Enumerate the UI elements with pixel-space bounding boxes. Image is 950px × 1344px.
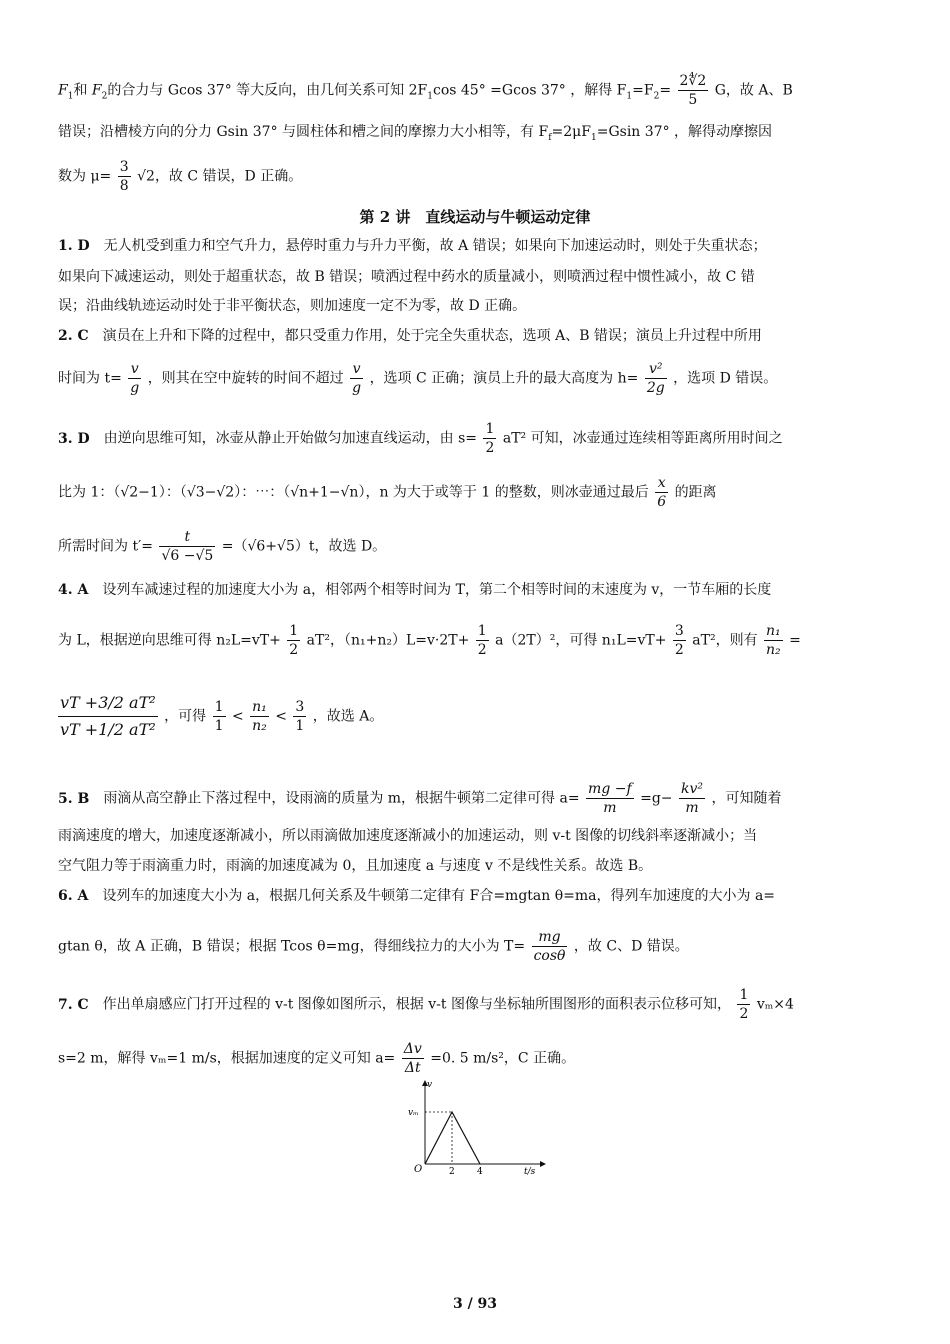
origin-label: O xyxy=(414,1164,423,1175)
fraction: $\frac{2∜2}{5}$ xyxy=(679,73,707,108)
answer-1-line-1: 1. D 无人机受到重力和空气升力，悬停时重力与升力平衡，故 A 错误；如果向下加速运动时，则处于失重状态； xyxy=(58,238,767,254)
x-label: t/s xyxy=(524,1167,536,1177)
answer-1-line-3: 误；沿曲线轨迹运动时处于非平衡状态，则加速度一定不为零，故 D 正确。 xyxy=(58,298,527,314)
answer-3-line-3: 所需时间为 t′= $\frac{t}{√6 -√5}$ =（√6+√5）t，故选 D。 xyxy=(58,529,387,564)
answer-4-line-2: 为 L，根据逆向思维可得 n₂L=vT+ $\frac{1}{2}$ aT²，（n₁+n₂）L=v·2T+ $\frac{1}{2}$ a（2T）²，可得 n₁L=vT+ $\frac{3}{2}$ aT²，则有 $\frac{\text{n₁}}{\text{n₂}}$ = xyxy=(58,623,801,658)
velocity-line xyxy=(425,1112,480,1164)
answer-2-line-1: 2. C 演员在上升和下降的过程中，都只受重力作用，处于完全失重状态，选项 A、B 错误；演员上升过程中所用 xyxy=(58,328,762,344)
x-tick-2: 2 xyxy=(449,1167,455,1177)
fraction: $\frac{3}{8}$ xyxy=(119,159,129,194)
answer-4-line-1: 4. A 设列车减速过程的加速度大小为 a，相邻两个相等时间为 T，第二个相等时间的末速度为 v，一节车厢的长度 xyxy=(58,582,772,598)
section-title: 第 2 讲 直线运动与牛顿运动定律 xyxy=(359,208,591,226)
intro-line-3: 数为 μ= $\frac{3}{8}$ √2，故 C 错误，D 正确。 xyxy=(58,159,303,194)
x-tick-4: 4 xyxy=(477,1167,483,1177)
answer-7-line-1: 7. C 作出单扇感应门打开过程的 v-t 图像如图所示，根据 v-t 图像与坐标轴所围图形的面积表示位移可知， $\frac{1}{2}$ vₘ×4 xyxy=(58,987,794,1022)
y-label: v xyxy=(427,1080,433,1090)
answer-3-line-1: 3. D 由逆向思维可知，冰壶从静止开始做匀加速直线运动，由 s= $\frac{1}{2}$ aT² 可知，冰壶通过连续相等距离所用时间之 xyxy=(58,421,783,456)
answer-6-line-1: 6. A 设列车的加速度大小为 a，根据几何关系及牛顿第二定律有 F合=mgtan θ=ma，得列车加速度的大小为 a= xyxy=(58,888,776,904)
vm-label: vₘ xyxy=(408,1108,419,1118)
answer-4-line-3: $\frac{\text{vT +3/2 aT²}}{\text{vT +1/2 aT²}}$ ，可得 $\frac{1}{1}$ < $\frac{\text{n₁}}{\text{n₂}}$ < $\frac{3}{1}$ ，故选 A。 xyxy=(58,690,892,743)
x-axis-arrow xyxy=(540,1161,546,1167)
answer-5-line-2: 雨滴速度的增大，加速度逐渐减小，所以雨滴做加速度逐渐减小的加速运动，则 v-t 图像的切线斜率逐渐减小；当 xyxy=(58,828,758,844)
answer-7-line-2: s=2 m，解得 vₘ=1 m/s，根据加速度的定义可知 a= $\frac{\Delta v}{\Delta t}$ =0. 5 m/s²，C 正确。 xyxy=(58,1041,576,1076)
page-number: 3 / 93 xyxy=(452,1296,498,1312)
answer-1-line-2: 如果向下减速运动，则处于超重状态，故 B 错误；喷洒过程中药水的质量减小，则喷洒过程中惯性减小，故 C 错 xyxy=(58,269,755,285)
intro-line-2: 错误；沿槽棱方向的分力 Gsin 37° 与圆柱体和槽之间的摩擦力大小相等，有 $F_f=2\mu F_1=Gsin$ 37° ，解得动摩擦因 xyxy=(58,124,773,143)
vt-graph xyxy=(400,1078,550,1178)
answer-5-line-3: 空气阻力等于雨滴重力时，雨滴的加速度减为 0，且加速度 a 与速度 v 不是线性关系。故选 B。 xyxy=(58,858,653,874)
answer-6-line-2: gtan θ，故 A 正确，B 错误；根据 Tcos θ=mg，得细线拉力的大小为 T= $\frac{mg}{\cos\theta}$ ，故 C、D 错误。 xyxy=(58,929,689,964)
answer-2-line-2: 时间为 t= $\frac{v}{g}$ ，则其在空中旋转的时间不超过 $\frac{v}{g}$ ，选项 C 正确；演员上升的最大高度为 h= $\frac{\text{v²}}{2g}$ ，选项 D 错误。 xyxy=(58,361,778,396)
answer-5-line-1: 5. B 雨滴从高空静止下落过程中，设雨滴的质量为 m，根据牛顿第二定律可得 a= $\frac{mg -f}{m}$ =g− $\frac{\text{kv²}}{m}$ ，可知随着 xyxy=(58,781,782,816)
answer-3-line-2: 比为 1：（√2−1）：（√3−√2）：⋯：（√n+1−√n），n 为大于或等于 1 的整数，则冰壶通过最后 $\frac{x}{6}$ 的距离 xyxy=(58,475,717,510)
intro-line-1: $F_1$和 $F_2$的合力与 Gcos 37° 等大反向，由几何关系可知 $2F_1\cos$ 45° =Gcos 37° ，解得 $F_1=F_2=$ $\frac{2∜2}{5}$ G，故 A、B xyxy=(58,73,793,108)
